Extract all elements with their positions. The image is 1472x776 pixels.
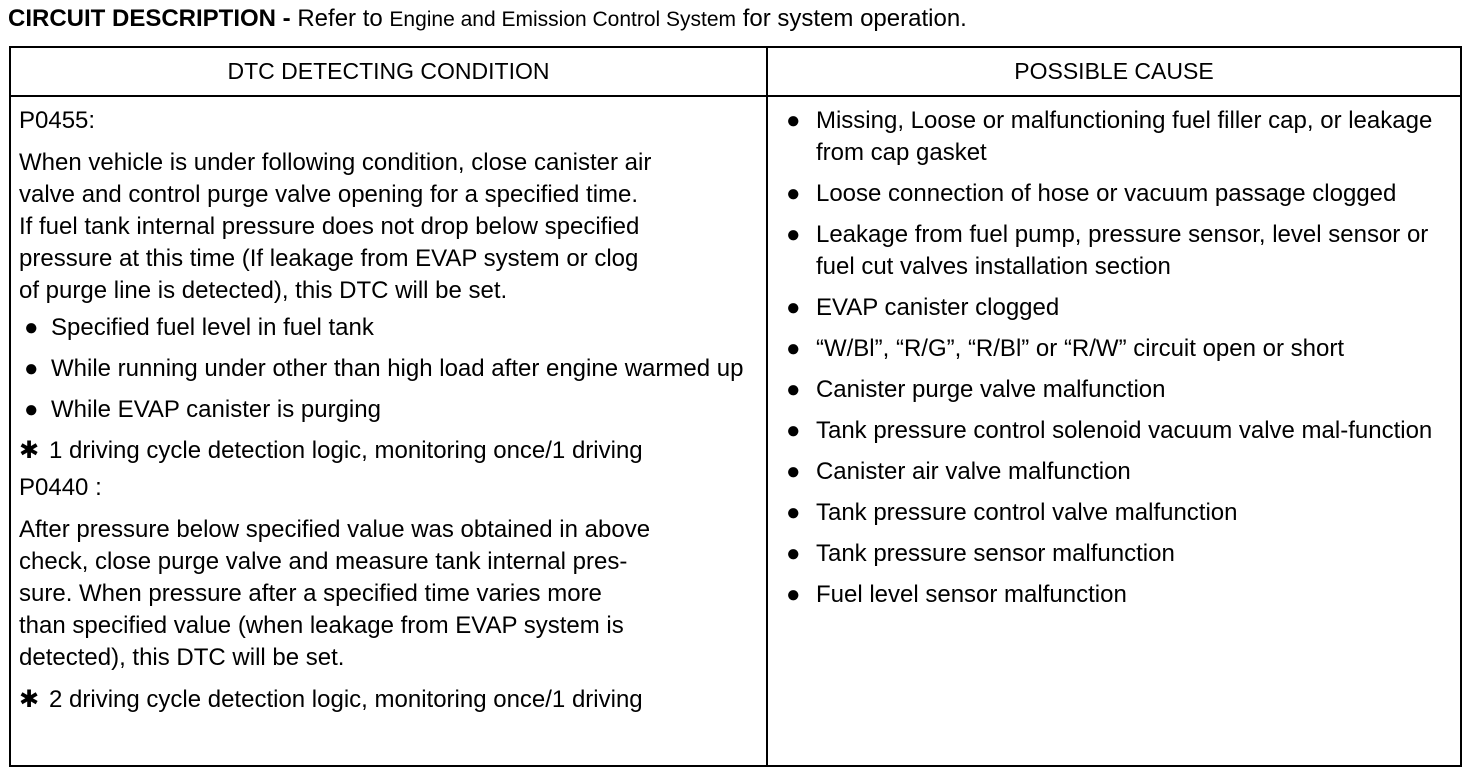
cause-text: Fuel level sensor malfunction [815, 581, 1127, 608]
p0455-note [19, 435, 758, 467]
heading-text-c: for system operation. [736, 5, 967, 32]
cause-item [778, 178, 1452, 210]
p0455-line: of purge line is detected), this DTC will be set. [19, 277, 508, 304]
cause-text: Canister air valve malfunction [815, 458, 1131, 485]
bullet-icon: ● [24, 314, 39, 341]
cause-item [778, 292, 1452, 324]
heading-text-b: Engine and Emission Control System [389, 8, 737, 31]
condition-item [19, 353, 751, 385]
cause-item [778, 497, 1452, 529]
table-body-row [10, 96, 1461, 766]
detecting-condition-cell [10, 96, 767, 766]
cause-item [778, 105, 1452, 169]
bullet-icon: ● [785, 294, 801, 321]
p0455-line: When vehicle is under following condition, close canister air [19, 149, 652, 176]
cause-text: Tank pressure control valve malfunction [815, 499, 1238, 526]
table-header-row [10, 47, 1461, 96]
p0440-line: detected), this DTC will be set. [19, 644, 345, 671]
asterisk-icon: ✱ [19, 686, 40, 713]
header-possible-cause: POSSIBLE CAUSE [767, 47, 1461, 96]
dtc-code-p0440: P0440 : [19, 474, 102, 501]
cause-item [778, 579, 1452, 611]
bullet-icon: ● [24, 355, 39, 382]
p0455-description [19, 147, 758, 307]
cause-item [778, 415, 1452, 447]
bullet-icon: ● [785, 221, 801, 248]
bullet-icon: ● [785, 458, 801, 485]
cause-text: Tank pressure control solenoid vacuum valve mal-function [815, 417, 1433, 444]
p0440-description [19, 514, 758, 674]
cause-item [778, 219, 1452, 283]
cause-text: Missing, Loose or malfunctioning fuel filler cap, or leakage from cap gasket [815, 107, 1433, 166]
p0455-conditions [19, 312, 758, 426]
cause-text: EVAP canister clogged [815, 294, 1060, 321]
bullet-icon: ● [785, 376, 801, 403]
note-text: 1 driving cycle detection logic, monitoring once/1 driving [49, 437, 643, 464]
heading-title: CIRCUIT DESCRIPTION [8, 5, 277, 32]
dtc-code-p0455: P0455: [19, 107, 96, 134]
header-dtc-detecting-condition: DTC DETECTING CONDITION [10, 47, 767, 96]
bullet-icon: ● [785, 540, 801, 567]
cause-text: Loose connection of hose or vacuum passage clogged [815, 180, 1397, 207]
p0440-note [19, 684, 758, 716]
bullet-icon: ● [785, 417, 801, 444]
p0440-line: sure. When pressure after a specified time varies more [19, 580, 602, 607]
bullet-icon: ● [785, 335, 801, 362]
p0455-line: If fuel tank internal pressure does not drop below specified [19, 213, 640, 240]
bullet-icon: ● [785, 499, 801, 526]
cause-text: “W/Bl”, “R/G”, “R/Bl” or “R/W” circuit open or short [815, 335, 1345, 362]
bullet-icon: ● [785, 180, 801, 207]
cause-item [778, 374, 1452, 406]
bullet-icon: ● [785, 581, 801, 608]
condition-text: While running under other than high load after engine warmed up [51, 355, 744, 382]
condition-text: Specified fuel level in fuel tank [51, 314, 374, 341]
heading-text-a: Refer to [297, 5, 390, 32]
dtc-table [9, 46, 1462, 767]
condition-item [19, 312, 758, 344]
cause-item [778, 538, 1452, 570]
bullet-icon: ● [24, 396, 39, 423]
possible-cause-cell [767, 96, 1461, 766]
heading-separator: - [276, 5, 298, 32]
cause-text: Leakage from fuel pump, pressure sensor, level sensor or fuel cut valves installation section [815, 221, 1429, 280]
cause-item [778, 333, 1452, 365]
p0455-line: valve and control purge valve opening for a specified time. [19, 181, 639, 208]
p0440-line: than specified value (when leakage from EVAP system is [19, 612, 624, 639]
bullet-icon: ● [785, 107, 801, 134]
cause-text: Canister purge valve malfunction [815, 376, 1166, 403]
cause-item [778, 456, 1452, 488]
asterisk-icon: ✱ [19, 437, 40, 464]
p0440-line: After pressure below specified value was obtained in above [19, 516, 651, 543]
circuit-description-heading [8, 2, 967, 37]
condition-text: While EVAP canister is purging [51, 396, 381, 423]
condition-item [19, 394, 758, 426]
note-text: 2 driving cycle detection logic, monitoring once/1 driving [49, 686, 643, 713]
p0440-line: check, close purge valve and measure tank internal pres- [19, 548, 628, 575]
p0455-line: pressure at this time (If leakage from EVAP system or clog [19, 245, 639, 272]
cause-text: Tank pressure sensor malfunction [815, 540, 1175, 567]
